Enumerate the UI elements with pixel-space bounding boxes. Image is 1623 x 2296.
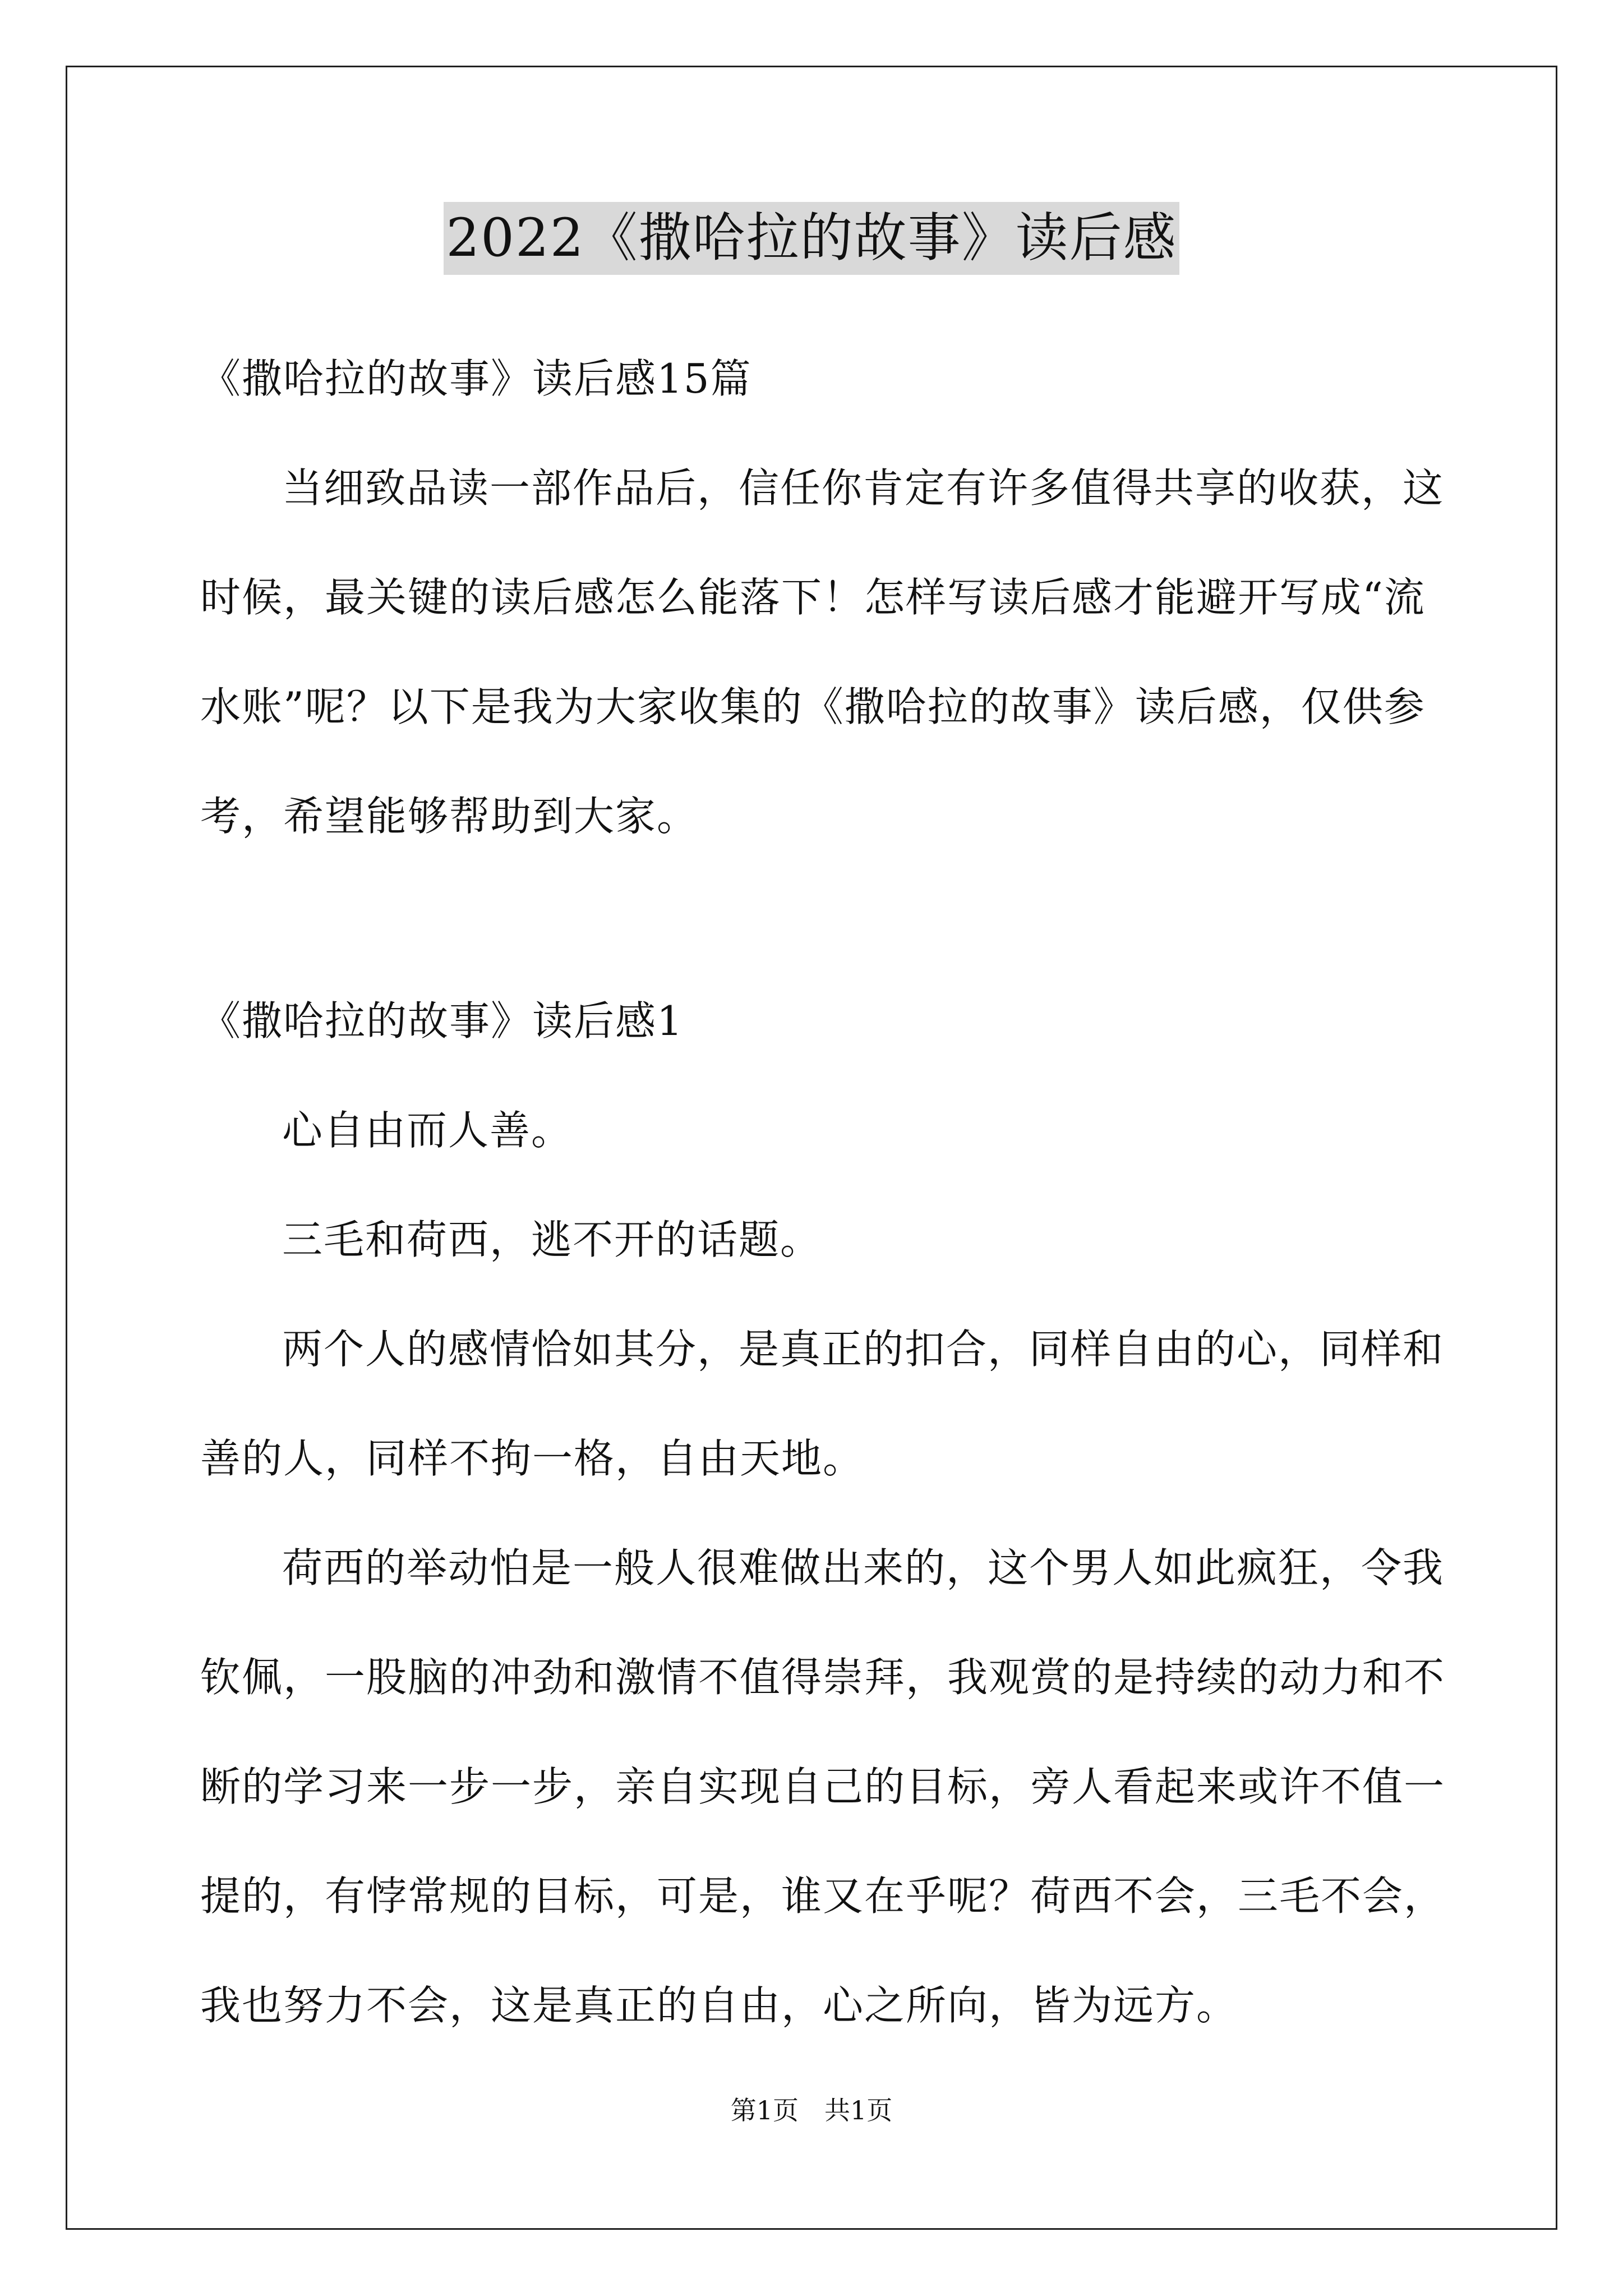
paragraph-4-line-5: 我也努力不会，这是真正的自由，心之所向，皆为远方。 <box>200 1982 1238 2029</box>
title-wrap <box>0 202 1623 275</box>
paragraph-2: 三毛和荷西，逃不开的话题。 <box>282 1216 822 1263</box>
intro-line-2: 时候，最关键的读后感怎么能落下！怎样写读后感才能避开写成“流 <box>200 574 1426 621</box>
page-footer: 第1页 共1页 <box>730 2095 893 2125</box>
intro-line-1: 当细致品读一部作品后，信任你肯定有许多值得共享的收获，这 <box>282 464 1445 512</box>
paragraph-4-line-2: 钦佩，一股脑的冲劲和激情不值得崇拜，我观赏的是持续的动力和不 <box>200 1654 1446 1701</box>
intro-line-3: 水账”呢？以下是我为大家收集的《撒哈拉的故事》读后感，仅供参 <box>200 683 1426 730</box>
paragraph-4-line-4: 提的，有悖常规的目标，可是，谁又在乎呢？荷西不会，三毛不会， <box>200 1872 1446 1920</box>
paragraph-3-line-1: 两个人的感情恰如其分，是真正的扣合，同样自由的心，同样和 <box>282 1326 1445 1373</box>
paragraph-3-line-2: 善的人，同样不拘一格，自由天地。 <box>200 1435 865 1482</box>
document-title: 2022《撒哈拉的故事》读后感 <box>444 202 1179 275</box>
subtitle: 《撒哈拉的故事》读后感15篇 <box>200 355 752 402</box>
paragraph-1: 心自由而人善。 <box>282 1107 573 1154</box>
section-heading: 《撒哈拉的故事》读后感1 <box>200 997 684 1045</box>
paragraph-4-line-1: 荷西的举动怕是一般人很难做出来的，这个男人如此疯狂，令我 <box>282 1544 1445 1591</box>
paragraph-4-line-3: 断的学习来一步一步，亲自实现自己的目标，旁人看起来或许不值一 <box>200 1763 1446 1810</box>
intro-line-4: 考，希望能够帮助到大家。 <box>200 793 699 840</box>
